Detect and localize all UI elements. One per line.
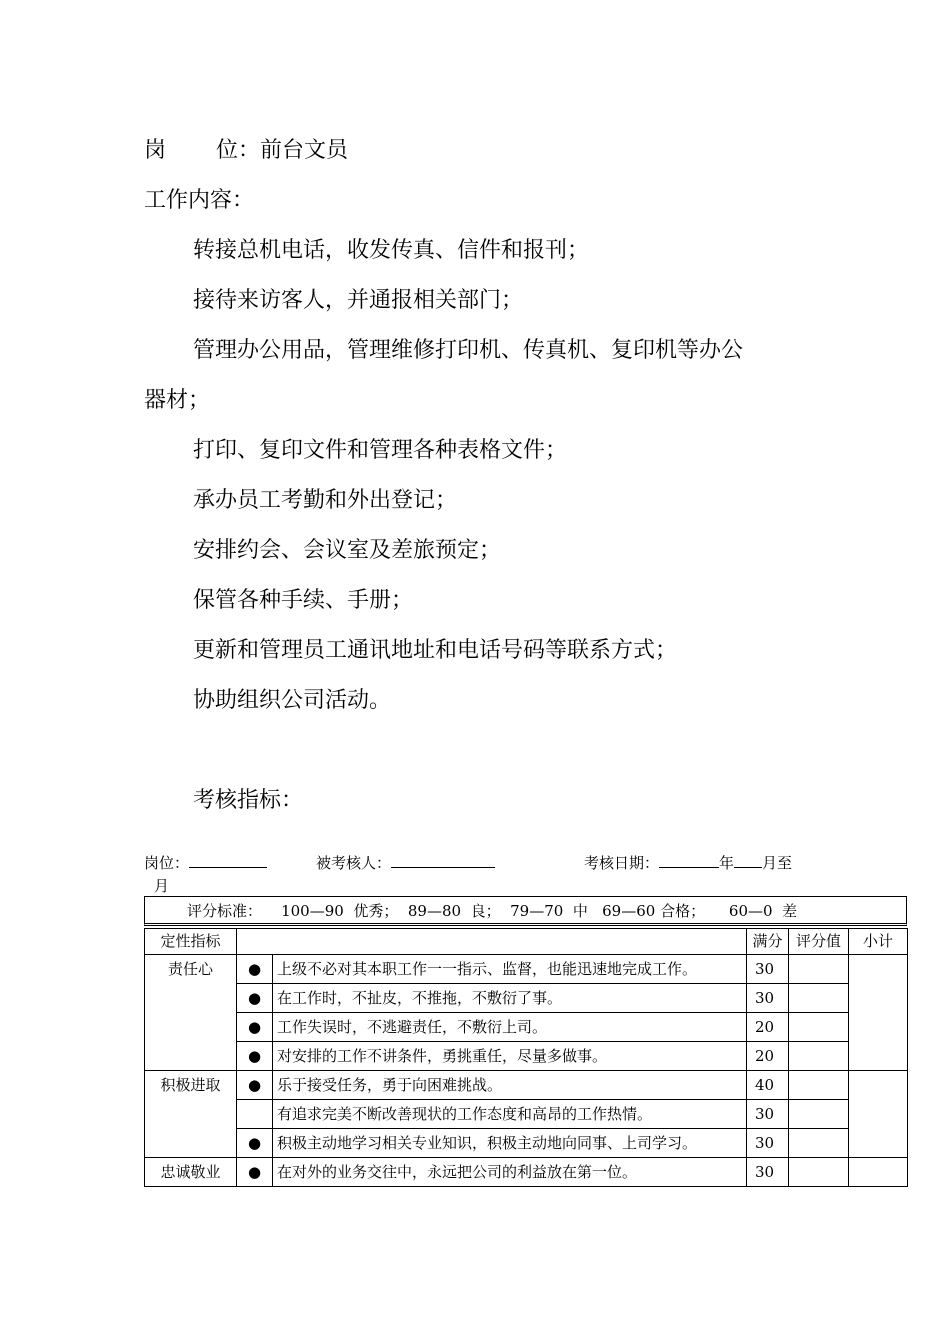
item-full-score: 30 xyxy=(747,1100,789,1129)
header-subtotal: 小计 xyxy=(849,929,908,955)
score-input-cell[interactable] xyxy=(789,955,849,984)
duty-item: 更新和管理员工通讯地址和电话号码等联系方式； xyxy=(193,638,678,663)
item-text: 工作失误时，不逃避责任，不敷衍上司。 xyxy=(273,1013,747,1042)
form-position-field xyxy=(144,851,267,873)
assessment-title: 考核指标： xyxy=(193,788,304,813)
score-input-cell[interactable] xyxy=(789,1129,849,1158)
form-assessee-blank[interactable] xyxy=(391,851,495,868)
item-full-score: 30 xyxy=(747,1158,789,1187)
table-row xyxy=(145,1042,908,1071)
header-score-value: 评分值 xyxy=(789,929,849,955)
form-month-label: 月 xyxy=(154,877,170,895)
position-label: 岗 xyxy=(144,138,167,163)
form-position-blank[interactable] xyxy=(189,851,267,868)
duty-item: 保管各种手续、手册； xyxy=(193,588,414,613)
bullet-icon: ● xyxy=(237,1013,273,1042)
item-full-score: 30 xyxy=(747,955,789,984)
duty-item: 安排约会、会议室及差旅预定； xyxy=(193,538,502,563)
table-row xyxy=(145,1129,908,1158)
item-full-score: 30 xyxy=(747,984,789,1013)
table-row xyxy=(145,1013,908,1042)
scoring-standard-box xyxy=(144,896,907,926)
category-responsibility: 责任心 xyxy=(145,955,237,1071)
duty-item: 器材； xyxy=(144,388,211,413)
item-text: 在对外的业务交往中，永远把公司的利益放在第一位。 xyxy=(273,1158,747,1187)
scoring-standard: 评分标准： 100—90 优秀； 89—80 良； 79—70 中 69—60 合格； 60—0 差 xyxy=(187,902,798,920)
table-row xyxy=(145,955,908,984)
duty-item: 承办员工考勤和外出登记； xyxy=(193,488,458,513)
form-month-blank[interactable] xyxy=(734,851,762,868)
form-assessee-field xyxy=(316,851,495,873)
header-full-score: 满分 xyxy=(747,929,789,955)
bullet-icon: ● xyxy=(237,984,273,1013)
table-header-row xyxy=(145,929,908,955)
category-loyalty: 忠诚敬业 xyxy=(145,1158,237,1187)
bullet-icon: ● xyxy=(237,1158,273,1187)
item-text: 在工作时，不扯皮，不推拖，不敷衍了事。 xyxy=(273,984,747,1013)
score-input-cell[interactable] xyxy=(789,1013,849,1042)
duty-item: 管理办公用品，管理维修打印机、传真机、复印机等办公 xyxy=(193,338,744,363)
duty-item: 接待来访客人，并通报相关部门； xyxy=(193,288,524,313)
score-input-cell[interactable] xyxy=(789,1100,849,1129)
item-full-score: 30 xyxy=(747,1129,789,1158)
bullet-icon: ● xyxy=(237,1042,273,1071)
item-text: 对安排的工作不讲条件，勇挑重任，尽量多做事。 xyxy=(273,1042,747,1071)
subtotal-cell[interactable] xyxy=(849,955,908,1071)
header-qualitative-index: 定性指标 xyxy=(145,929,237,955)
table-row xyxy=(145,984,908,1013)
item-full-score: 20 xyxy=(747,1013,789,1042)
form-position-label: 岗位： xyxy=(144,854,190,872)
item-text: 乐于接受任务，勇于向困难挑战。 xyxy=(273,1071,747,1100)
duty-item: 转接总机电话，收发传真、信件和报刊； xyxy=(193,238,590,263)
subtotal-cell[interactable] xyxy=(849,1158,908,1187)
bullet-icon xyxy=(237,1100,273,1129)
item-text: 有追求完美不断改善现状的工作态度和高昂的工作热情。 xyxy=(273,1100,747,1129)
form-year-label: 年 xyxy=(719,854,735,872)
form-month-to-label: 月至 xyxy=(762,854,793,872)
duty-item: 打印、复印文件和管理各种表格文件； xyxy=(193,438,568,463)
score-input-cell[interactable] xyxy=(789,1071,849,1100)
score-input-cell[interactable] xyxy=(789,1042,849,1071)
bullet-icon: ● xyxy=(237,955,273,984)
form-assessee-label: 被考核人： xyxy=(316,854,392,872)
position-line xyxy=(144,136,348,166)
score-input-cell[interactable] xyxy=(789,984,849,1013)
assessment-table xyxy=(144,928,908,1187)
table-row xyxy=(145,1158,908,1187)
item-text: 积极主动地学习相关专业知识，积极主动地向同事、上司学习。 xyxy=(273,1129,747,1158)
form-date-field xyxy=(584,851,792,873)
item-full-score: 40 xyxy=(747,1071,789,1100)
subtotal-cell[interactable] xyxy=(849,1071,908,1158)
form-year-blank[interactable] xyxy=(659,851,719,868)
table-row xyxy=(145,1071,908,1100)
table-row xyxy=(145,1100,908,1129)
form-date-label: 考核日期： xyxy=(584,854,660,872)
position-value: 位：前台文员 xyxy=(216,138,349,163)
content-label: 工作内容： xyxy=(144,188,255,213)
item-text: 上级不必对其本职工作一一指示、监督，也能迅速地完成工作。 xyxy=(273,955,747,984)
bullet-icon: ● xyxy=(237,1129,273,1158)
header-description xyxy=(237,929,747,955)
category-initiative: 积极进取 xyxy=(145,1071,237,1158)
bullet-icon: ● xyxy=(237,1071,273,1100)
score-input-cell[interactable] xyxy=(789,1158,849,1187)
duty-item: 协助组织公司活动。 xyxy=(193,688,392,713)
item-full-score: 20 xyxy=(747,1042,789,1071)
